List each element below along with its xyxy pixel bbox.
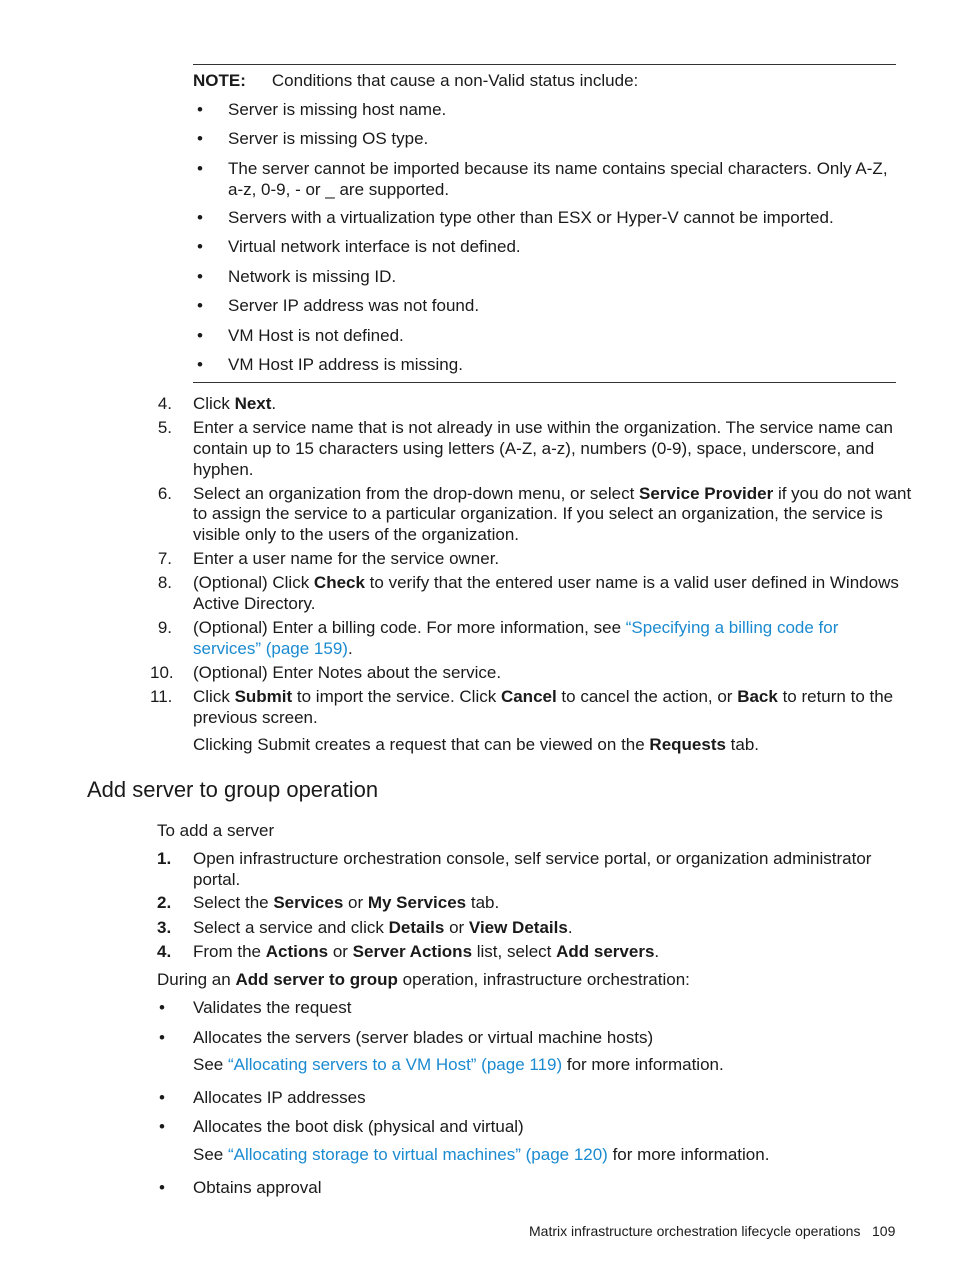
step-number: 10. [150,663,174,682]
add-step-2 [193,892,499,913]
note-bullet-9: VM Host IP address is missing. [228,355,463,374]
note-bullet-3: The server cannot be imported because its name contains special characters. Only A-Z, [228,159,888,178]
during-paragraph [157,969,690,990]
ui-term: Cancel [500,687,557,706]
step-number: 9. [157,618,172,637]
billing-code-link[interactable]: “Specifying a billing code for [625,618,839,637]
note-header [193,70,638,91]
note-bullet-4: Servers with a virtualization type other than ESX or Hyper-V cannot be imported. [228,208,834,227]
allocating-storage-link[interactable]: “Allocating storage to virtual machines” (page 120) [227,1145,608,1164]
note-top-rule [193,64,896,65]
note-bullet-6: Network is missing ID. [228,267,397,286]
step-text: tab. [725,735,760,754]
step-6-line-1 [193,483,911,504]
step-text: (Optional) Click [193,573,314,592]
op-bullet-5: Obtains approval [193,1178,322,1197]
step-8-line-1 [193,572,899,593]
op-bullet-4-see [193,1144,769,1165]
step-6-line-3: visible only to the users of the organization. [193,525,520,544]
step-text: list, select [472,942,557,961]
step-text: Select the [193,893,274,912]
step-10: (Optional) Enter Notes about the service. [193,663,502,682]
step-9-line-1 [193,617,838,638]
step-text: Select a service and click [193,918,389,937]
add-step-1-line-1: Open infrastructure orchestration console, self service portal, or organization administrator [193,849,872,868]
step-9-line-2 [193,638,353,659]
step-number: 8. [157,573,172,592]
step-number: 11. [150,687,173,706]
step-text: operation, infrastructure orchestration: [397,970,690,989]
step-text: or [343,893,368,912]
note-bullet-7: Server IP address was not found. [228,296,480,315]
step-5-line-2: contain up to 15 characters using letters (A-Z, a-z), numbers (0-9), space, underscore, and [193,439,875,458]
step-11-line-1 [193,686,893,707]
step-number: 3. [157,918,172,937]
ui-term: Submit [234,687,293,706]
note-bullet-3-cont: a-z, 0-9, - or _ are supported. [228,180,450,199]
ui-term: My Services [367,893,467,912]
step-number: 6. [157,484,172,503]
step-number: 4. [157,942,172,961]
bullet-dot: • [197,159,203,178]
step-text: if you do not want [773,484,912,503]
add-step-3 [193,917,573,938]
step-text: . [567,918,573,937]
bullet-dot: • [197,237,203,256]
step-text: Clicking Submit creates a request that can be viewed on the [193,735,650,754]
bullet-dot: • [159,998,165,1017]
op-bullet-2: Allocates the servers (server blades or virtual machine hosts) [193,1028,654,1047]
note-bottom-rule [193,382,896,383]
bullet-dot: • [159,1088,165,1107]
section-heading: Add server to group operation [87,777,379,802]
ui-term: Details [388,918,445,937]
step-text: to import the service. Click [292,687,501,706]
step-text: See [193,1145,228,1164]
billing-code-link-cont[interactable]: services” (page 159) [193,639,348,658]
ui-term: Back [737,687,778,706]
op-bullet-4: Allocates the boot disk (physical and virtual) [193,1117,524,1136]
bullet-dot: • [159,1117,165,1136]
step-text: . [654,942,660,961]
step-text: for more information. [607,1145,770,1164]
step-text: . [347,639,353,658]
step-text: to cancel the action, or [556,687,738,706]
step-number: 2. [157,893,172,912]
step-text: or [444,918,469,937]
op-bullet-2-see [193,1054,724,1075]
step-7: Enter a user name for the service owner. [193,549,500,568]
step-number: 7. [157,549,172,568]
ui-term: Actions [265,942,329,961]
ui-term: Requests [649,735,726,754]
allocating-servers-link[interactable]: “Allocating servers to a VM Host” (page 119) [227,1055,563,1074]
ui-term: View Details [468,918,568,937]
step-8-line-2: Active Directory. [193,594,316,613]
ui-term: Add servers [556,942,655,961]
bullet-dot: • [197,129,203,148]
footer-title: Matrix infrastructure orchestration lifecycle operations [529,1223,861,1239]
step-text: . [271,394,277,413]
ui-term: Next [234,394,272,413]
step-5-line-1: Enter a service name that is not already in use within the organization. The service name can [193,418,893,437]
step-11-para [193,734,759,755]
ui-term: Check [313,573,365,592]
ui-term: Service Provider [639,484,774,503]
step-text: See [193,1055,228,1074]
note-bullet-5: Virtual network interface is not defined. [228,237,521,256]
step-6-line-2: to assign the service to a particular organization. If you select an organization, the service is [193,504,883,523]
step-text: (Optional) Enter a billing code. For more information, see [193,618,626,637]
step-text: Select an organization from the drop-down menu, or select [193,484,640,503]
section-intro: To add a server [157,821,275,840]
step-number: 4. [157,394,172,413]
page-number: 109 [872,1223,896,1239]
step-text: From the [193,942,266,961]
bullet-dot: • [197,267,203,286]
add-step-4 [193,941,659,962]
step-text: tab. [466,893,500,912]
note-bullet-8: VM Host is not defined. [228,326,404,345]
op-bullet-3: Allocates IP addresses [193,1088,366,1107]
bullet-dot: • [197,296,203,315]
step-text: Click [193,394,235,413]
bullet-dot: • [159,1178,165,1197]
step-text: to verify that the entered user name is a valid user defined in Windows [364,573,899,592]
step-11-line-2: previous screen. [193,708,318,727]
ui-term: Services [273,893,344,912]
bullet-dot: • [197,326,203,345]
ui-term: Server Actions [352,942,473,961]
bullet-dot: • [197,100,203,119]
bullet-dot: • [197,355,203,374]
op-bullet-1: Validates the request [193,998,352,1017]
step-number: 5. [157,418,172,437]
step-text: Click [193,687,235,706]
step-5-line-3: hyphen. [193,460,254,479]
step-text: for more information. [562,1055,724,1074]
note-bullet-2: Server is missing OS type. [228,129,429,148]
ui-term: Add server to group [235,970,398,989]
add-step-1-line-2: portal. [193,870,241,889]
bullet-dot: • [197,208,203,227]
note-label: NOTE: [193,71,246,90]
bullet-dot: • [159,1028,165,1047]
step-4 [193,393,276,414]
step-number: 1. [157,849,172,868]
step-text: or [328,942,353,961]
note-bullet-1: Server is missing host name. [228,100,447,119]
step-text: to return to the [777,687,894,706]
step-text: During an [157,970,236,989]
note-text: Conditions that cause a non-Valid status include: [271,71,639,90]
